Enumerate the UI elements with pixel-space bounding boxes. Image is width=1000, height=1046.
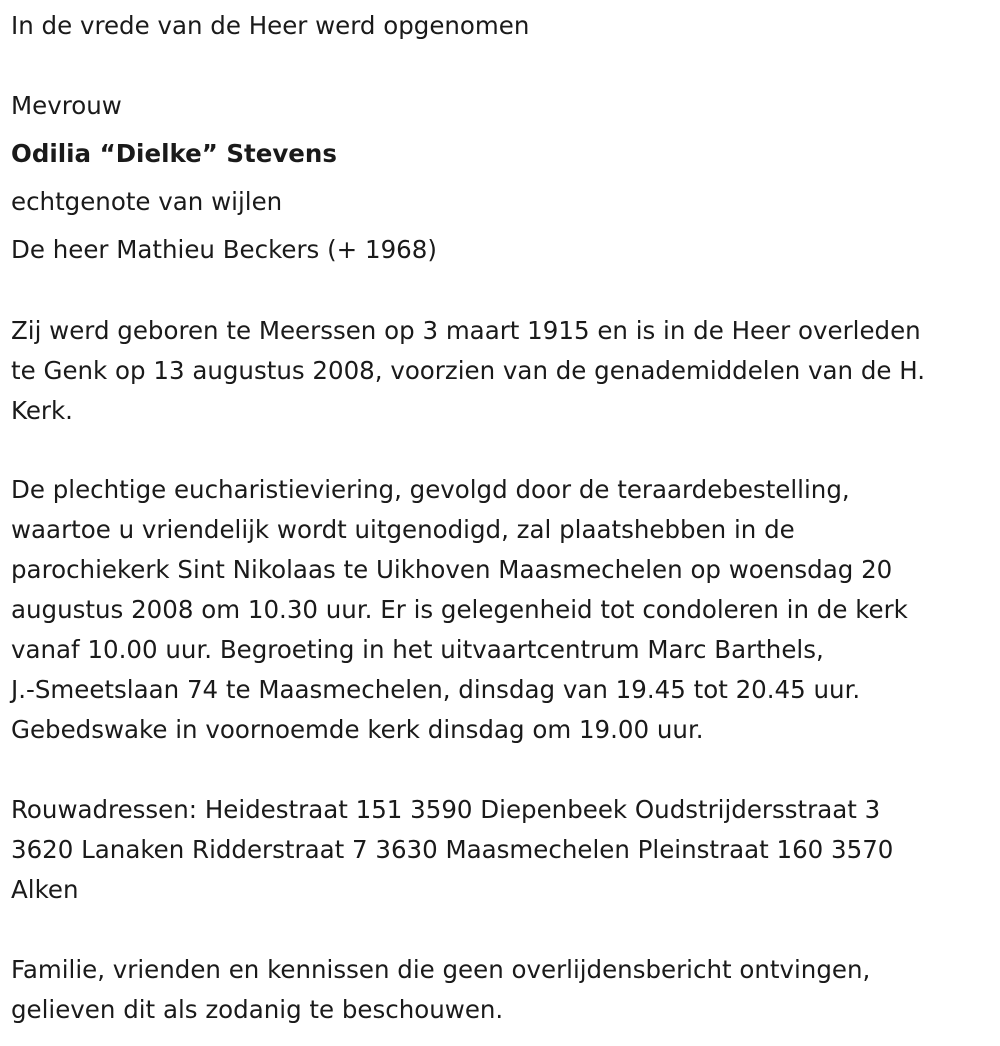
- salutation: Mevrouw: [11, 91, 122, 120]
- spouse-text: De heer Mathieu Beckers (+ 1968): [11, 235, 437, 264]
- intro-text: In de vrede van de Heer werd opgenomen: [11, 11, 530, 40]
- relation-text: echtgenote van wijlen: [11, 187, 283, 216]
- paragraph-line: J.-Smeetslaan 74 te Maasmechelen, dinsdag van 19.45 tot 20.45 uur.: [11, 675, 861, 704]
- deceased-name: Odilia “Dielke” Stevens: [11, 139, 337, 168]
- paragraph-line: Familie, vrienden en kennissen die geen overlijdensbericht ontvingen,: [11, 955, 871, 984]
- addresses-paragraph: [11, 790, 992, 910]
- paragraph-line: Alken: [11, 875, 79, 904]
- birth-death-paragraph: [11, 311, 992, 431]
- paragraph-line: te Genk op 13 augustus 2008, voorzien van de genademiddelen van de H.: [11, 356, 926, 385]
- paragraph-line: augustus 2008 om 10.30 uur. Er is gelegenheid tot condoleren in de kerk: [11, 595, 908, 624]
- closing-paragraph: [11, 950, 992, 1030]
- paragraph-line: parochiekerk Sint Nikolaas te Uikhoven Maasmechelen op woensdag 20: [11, 555, 893, 584]
- paragraph-line: waartoe u vriendelijk wordt uitgenodigd, zal plaatshebben in de: [11, 515, 795, 544]
- ceremony-paragraph: [11, 470, 992, 750]
- paragraph-line: Zij werd geboren te Meerssen op 3 maart 1915 en is in de Heer overleden: [11, 316, 921, 345]
- paragraph-line: De plechtige eucharistieviering, gevolgd door de teraardebestelling,: [11, 475, 850, 504]
- paragraph-line: Rouwadressen: Heidestraat 151 3590 Diepenbeek Oudstrijdersstraat 3: [11, 795, 881, 824]
- paragraph-line: gelieven dit als zodanig te beschouwen.: [11, 995, 504, 1024]
- paragraph-line: Gebedswake in voornoemde kerk dinsdag om 19.00 uur.: [11, 715, 704, 744]
- paragraph-line: Kerk.: [11, 396, 73, 425]
- paragraph-line: 3620 Lanaken Ridderstraat 7 3630 Maasmechelen Pleinstraat 160 3570: [11, 835, 894, 864]
- paragraph-line: vanaf 10.00 uur. Begroeting in het uitvaartcentrum Marc Barthels,: [11, 635, 824, 664]
